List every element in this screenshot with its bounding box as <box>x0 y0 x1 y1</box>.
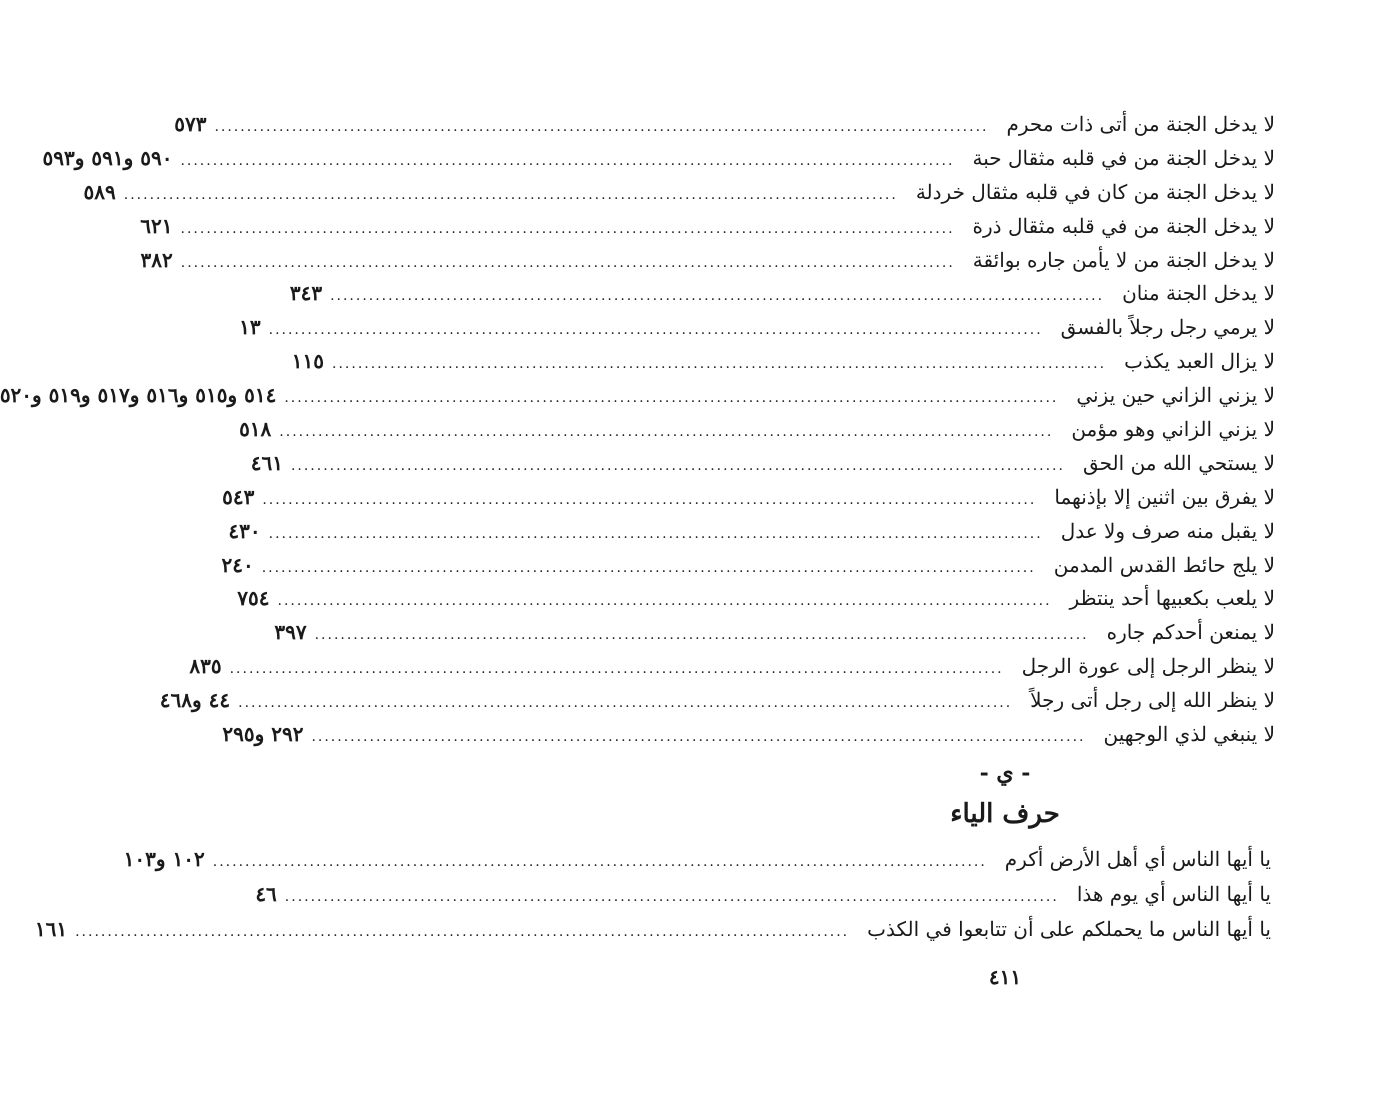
index-entry <box>83 176 1275 210</box>
entry-references: ٤٦١ <box>250 450 283 475</box>
index-entry <box>159 684 1275 718</box>
dot-leader: ........................................................................................................................ <box>262 491 1037 508</box>
entry-references: ٥٧٣ <box>174 112 207 136</box>
index-entry <box>237 582 1275 616</box>
entry-phrase: لا يلعب بكعبيها أحد ينتظر <box>1069 586 1275 611</box>
entry-phrase: يا أيها الناس أي أهل الأرض أكرم <box>1004 847 1271 871</box>
entry-references: ٢٤٠ <box>221 552 254 577</box>
dot-leader: ........................................................................................................................ <box>284 390 1059 407</box>
entry-phrase: لا يدخل الجنة من كان في قلبه مثقال خردلة <box>915 179 1275 204</box>
dot-leader: ........................................................................................................................ <box>261 559 1036 576</box>
dot-leader: ........................................................................................................................ <box>180 254 955 271</box>
entry-references: ٧٥٤ <box>237 586 270 611</box>
section-marker: - ي - <box>979 760 1031 786</box>
index-entry <box>222 718 1275 752</box>
entry-phrase: يا أيها الناس ما يحملكم على أن تتابعوا في الكذب <box>867 917 1271 941</box>
entry-phrase: لا يدخل الجنة من في قلبه مثقال حبة <box>972 145 1275 170</box>
entry-references: ١٦١ <box>34 917 68 941</box>
entry-references: ٤٣٠ <box>228 518 261 543</box>
entry-references: ٣٤٣ <box>289 281 323 306</box>
dot-leader: ........................................................................................................................ <box>238 695 1013 712</box>
index-entry <box>239 413 1275 447</box>
entry-references: ٦٢١ <box>140 213 173 238</box>
dot-leader: ........................................................................................................................ <box>330 288 1105 305</box>
entry-references: ٣٨٢ <box>140 247 173 272</box>
index-entry <box>42 142 1275 176</box>
entry-phrase: لا يزال العبد يكذب <box>1124 349 1275 374</box>
entry-phrase: لا يزني الزاني وهو مؤمن <box>1071 417 1275 442</box>
entry-references: ٥٩٠ و٥٩١ و٥٩٣ <box>42 145 173 170</box>
entry-phrase: لا يدخل الجنة من لا يأمن جاره بوائقة <box>972 247 1275 272</box>
section-title: حرف الياء <box>950 799 1060 829</box>
entry-phrase: لا يمنعن أحدكم جاره <box>1106 620 1275 645</box>
entry-phrase: لا يفرق بين اثنين إلا بإذنهما <box>1054 484 1275 509</box>
index-entry <box>274 616 1275 650</box>
entry-references: ٥٨٩ <box>83 179 116 204</box>
index-entry <box>123 842 1271 877</box>
entries-list-la <box>0 108 1275 752</box>
entry-references: ١٣ <box>239 315 261 340</box>
dot-leader: ........................................................................................................................ <box>229 661 1004 678</box>
dot-leader: ........................................................................................................................ <box>311 729 1086 746</box>
dot-leader: ........................................................................................................................ <box>268 322 1043 339</box>
dot-leader: ........................................................................................................................ <box>180 220 955 237</box>
index-entry <box>250 447 1275 481</box>
dot-leader: ........................................................................................................................ <box>279 424 1054 441</box>
entry-references: ١١٥ <box>291 349 325 374</box>
index-entry <box>222 481 1275 515</box>
entries-list-ya <box>34 842 1271 947</box>
dot-leader: ........................................................................................................................ <box>212 854 987 870</box>
entry-phrase: يا أيها الناس أي يوم هذا <box>1076 882 1271 906</box>
entry-references: ٤٤ و٤٦٨ <box>159 688 231 713</box>
index-entry <box>34 912 1271 947</box>
page-number: ٤١١ <box>988 965 1022 989</box>
entry-references: ٥١٨ <box>239 417 272 442</box>
entry-phrase: لا يزني الزاني حين يزني <box>1076 383 1275 408</box>
dot-leader: ........................................................................................................................ <box>314 627 1089 644</box>
entry-references: ٨٣٥ <box>189 654 222 679</box>
dot-leader: ........................................................................................................................ <box>214 119 989 135</box>
index-entry <box>239 311 1275 345</box>
dot-leader: ........................................................................................................................ <box>277 593 1052 610</box>
entry-references: ٥٤٣ <box>222 484 255 509</box>
entry-phrase: لا ينظر الرجل إلى عورة الرجل <box>1021 654 1275 679</box>
entry-references: ١٠٢ و١٠٣ <box>123 847 205 871</box>
index-entry <box>0 379 1275 413</box>
index-entry <box>189 650 1275 684</box>
entry-phrase: لا يدخل الجنة منان <box>1122 281 1275 306</box>
entry-references: ٣٩٧ <box>274 620 307 645</box>
index-entry <box>255 877 1271 912</box>
entry-phrase: لا ينبغي لذي الوجهين <box>1103 722 1275 747</box>
entry-references: ٥١٤ و٥١٥ و٥١٦ و٥١٧ و٥١٩ و٥٢٠ <box>0 383 277 408</box>
entry-references: ٤٦ <box>255 882 277 906</box>
entry-phrase: لا يدخل الجنة من أتى ذات محرم <box>1006 112 1275 136</box>
entry-phrase: لا يرمي رجل رجلاً بالفسق <box>1060 315 1275 340</box>
dot-leader: ........................................................................................................................ <box>284 889 1059 905</box>
index-entry <box>140 210 1275 244</box>
dot-leader: ........................................................................................................................ <box>268 525 1043 542</box>
entry-phrase: لا يستحي الله من الحق <box>1082 450 1275 475</box>
entry-phrase: لا يلج حائط القدس المدمن <box>1053 552 1275 577</box>
dot-leader: ........................................................................................................................ <box>180 152 955 169</box>
index-entry <box>291 345 1275 379</box>
dot-leader: ........................................................................................................................ <box>75 924 850 940</box>
entry-phrase: لا ينظر الله إلى رجل أتى رجلاً <box>1030 688 1275 713</box>
index-entry <box>174 108 1275 142</box>
dot-leader: ........................................................................................................................ <box>290 457 1065 474</box>
entry-phrase: لا يدخل الجنة من في قلبه مثقال ذرة <box>972 213 1275 238</box>
index-entry <box>228 515 1275 549</box>
index-entry <box>221 549 1275 583</box>
dot-leader: ........................................................................................................................ <box>123 186 898 203</box>
entry-references: ٢٩٢ و٢٩٥ <box>222 722 304 747</box>
entry-phrase: لا يقبل منه صرف ولا عدل <box>1060 518 1275 543</box>
index-entry <box>289 277 1275 311</box>
index-entry <box>140 244 1275 278</box>
dot-leader: ........................................................................................................................ <box>332 356 1107 373</box>
